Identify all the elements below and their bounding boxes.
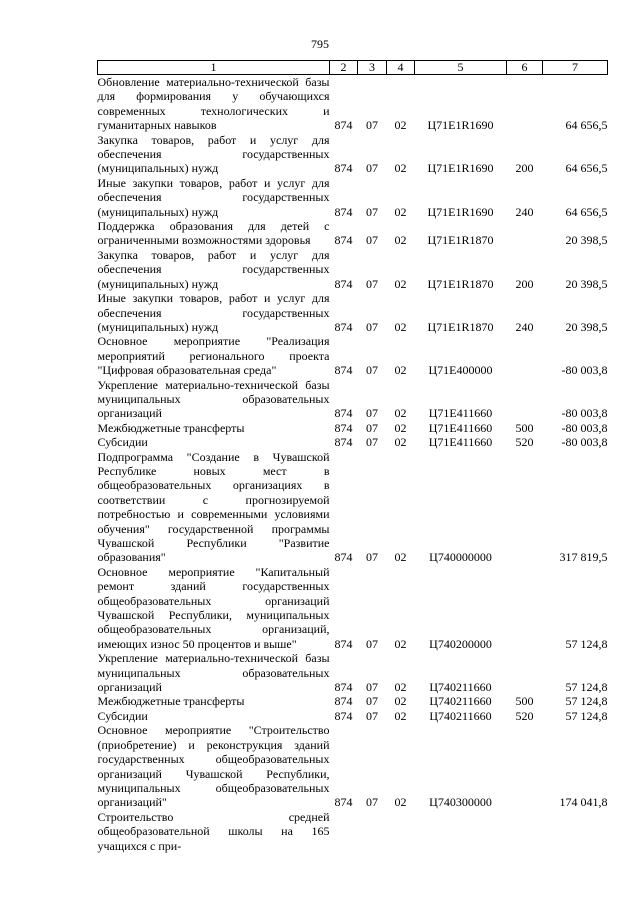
cell-description: Строительство средней общеобразовательной школы на 165 учащихся с при- bbox=[97, 809, 330, 853]
cell-expense-type bbox=[507, 651, 543, 694]
cell-description: Закупка товаров, работ и услуг для обеспечения государственных (муниципальных) нужд bbox=[97, 132, 330, 176]
cell-subsection: 02 bbox=[394, 406, 407, 421]
cell-section: 07 bbox=[366, 118, 378, 133]
cell-target-article: Ц71Е411660 bbox=[428, 435, 493, 450]
cell-ministry-code: 874 bbox=[334, 406, 353, 421]
table-row bbox=[98, 378, 608, 421]
cell-amount: 20 398,5 bbox=[565, 233, 608, 248]
cell-amount: 317 819,5 bbox=[559, 550, 608, 565]
cell-expense-type: 500 bbox=[515, 420, 534, 435]
cell-amount: -80 003,8 bbox=[561, 420, 608, 435]
cell-expense-type bbox=[507, 450, 543, 565]
cell-ministry-code: 874 bbox=[334, 420, 353, 435]
table-row bbox=[98, 133, 608, 176]
cell-description: Субсидии bbox=[97, 435, 148, 450]
cell-ministry-code: 874 bbox=[334, 363, 353, 378]
cell-target-article: Ц71Е1R1870 bbox=[427, 233, 494, 248]
table-row bbox=[98, 248, 608, 291]
cell-expense-type bbox=[507, 219, 543, 248]
table-row bbox=[98, 810, 608, 853]
table-row bbox=[98, 435, 608, 449]
cell-amount: 174 041,8 bbox=[559, 795, 608, 810]
cell-subsection: 02 bbox=[394, 420, 407, 435]
cell-subsection: 02 bbox=[394, 708, 407, 723]
cell-description: Основное мероприятие "Капитальный ремонт зданий государственных общеобразовательных организаций Чувашской Республики, муниципальных общеобразовательных организаций, имеющих износ 50 процентов и выше" bbox=[97, 564, 330, 651]
cell-expense-type: 500 bbox=[515, 694, 534, 709]
cell-target-article: Ц740211660 bbox=[429, 708, 492, 723]
cell-target-article: Ц740300000 bbox=[429, 795, 492, 810]
cell-ministry-code: 874 bbox=[334, 680, 353, 695]
cell-subsection: 02 bbox=[394, 435, 407, 450]
cell-section: 07 bbox=[366, 319, 378, 334]
cell-section bbox=[358, 810, 387, 853]
cell-expense-type bbox=[507, 723, 543, 809]
table-row bbox=[98, 219, 608, 248]
header-col-5: 5 bbox=[415, 61, 507, 75]
table-row bbox=[98, 651, 608, 694]
cell-section: 07 bbox=[366, 435, 378, 450]
cell-description: Поддержка образования для детей с ограниченными возможностями здоровья bbox=[97, 219, 330, 248]
cell-ministry-code: 874 bbox=[334, 319, 353, 334]
cell-amount: 57 124,8 bbox=[565, 680, 608, 695]
cell-target-article: Ц740000000 bbox=[429, 550, 492, 565]
cell-subsection: 02 bbox=[394, 680, 407, 695]
cell-amount: 64 656,5 bbox=[565, 118, 608, 133]
cell-description: Субсидии bbox=[97, 708, 148, 723]
cell-subsection: 02 bbox=[394, 795, 407, 810]
cell-target-article: Ц71Е1R1690 bbox=[427, 161, 494, 176]
cell-expense-type: 240 bbox=[515, 319, 534, 334]
cell-amount: -80 003,8 bbox=[561, 363, 608, 378]
cell-ministry-code: 874 bbox=[334, 233, 353, 248]
cell-subsection bbox=[387, 810, 415, 853]
cell-subsection: 02 bbox=[394, 204, 407, 219]
table-row bbox=[98, 291, 608, 334]
cell-expense-type: 200 bbox=[515, 161, 534, 176]
cell-amount: 20 398,5 bbox=[565, 276, 608, 291]
cell-description: Межбюджетные трансферты bbox=[97, 694, 245, 709]
cell-section: 07 bbox=[366, 204, 378, 219]
cell-section: 07 bbox=[366, 276, 378, 291]
header-col-3: 3 bbox=[358, 61, 387, 75]
cell-ministry-code: 874 bbox=[334, 204, 353, 219]
table-row bbox=[98, 421, 608, 435]
cell-section: 07 bbox=[366, 161, 378, 176]
cell-amount: 64 656,5 bbox=[565, 204, 608, 219]
header-col-6: 6 bbox=[507, 61, 543, 75]
cell-target-article: Ц71Е1R1690 bbox=[427, 118, 494, 133]
cell-expense-type: 520 bbox=[515, 708, 534, 723]
cell-ministry-code: 874 bbox=[334, 708, 353, 723]
budget-table bbox=[97, 60, 608, 853]
table-row bbox=[98, 334, 608, 377]
cell-expense-type bbox=[507, 75, 543, 133]
cell-target-article: Ц740211660 bbox=[429, 694, 492, 709]
cell-expense-type bbox=[507, 810, 543, 853]
cell-section: 07 bbox=[366, 420, 378, 435]
cell-ministry-code: 874 bbox=[334, 795, 353, 810]
header-col-1: 1 bbox=[98, 61, 330, 75]
table-row bbox=[98, 75, 608, 133]
cell-section: 07 bbox=[366, 233, 378, 248]
cell-ministry-code: 874 bbox=[334, 636, 353, 651]
cell-description: Межбюджетные трансферты bbox=[97, 420, 245, 435]
cell-target-article: Ц71Е1R1870 bbox=[427, 276, 494, 291]
cell-target-article: Ц740211660 bbox=[429, 680, 492, 695]
cell-ministry-code: 874 bbox=[334, 694, 353, 709]
cell-description: Закупка товаров, работ и услуг для обеспечения государственных (муниципальных) нужд bbox=[97, 247, 330, 291]
cell-target-article: Ц71Е411660 bbox=[428, 420, 493, 435]
table-row bbox=[98, 176, 608, 219]
cell-subsection: 02 bbox=[394, 118, 407, 133]
cell-section: 07 bbox=[366, 680, 378, 695]
cell-subsection: 02 bbox=[394, 161, 407, 176]
cell-amount: 20 398,5 bbox=[565, 319, 608, 334]
cell-target-article: Ц740200000 bbox=[429, 636, 492, 651]
cell-ministry-code: 874 bbox=[334, 435, 353, 450]
cell-amount: 64 656,5 bbox=[565, 161, 608, 176]
cell-amount: -80 003,8 bbox=[561, 435, 608, 450]
cell-description: Иные закупки товаров, работ и услуг для обеспечения государственных (муниципальных) нужд bbox=[97, 175, 330, 219]
table-row bbox=[98, 709, 608, 723]
cell-subsection: 02 bbox=[394, 694, 407, 709]
cell-amount: 57 124,8 bbox=[565, 708, 608, 723]
table-row bbox=[98, 450, 608, 565]
header-col-7: 7 bbox=[543, 61, 608, 75]
cell-amount: 57 124,8 bbox=[565, 636, 608, 651]
cell-expense-type: 240 bbox=[515, 204, 534, 219]
cell-amount: 57 124,8 bbox=[565, 694, 608, 709]
cell-description: Основное мероприятие "Строительство (приобретение) и реконструкция зданий государственных общеобразовательных организаций Чувашской Республики, муниципальных общеобразовательных организаций" bbox=[97, 723, 330, 810]
cell-subsection: 02 bbox=[394, 636, 407, 651]
cell-description: Укрепление материально-технической базы муниципальных образовательных организаций bbox=[97, 377, 330, 421]
cell-expense-type bbox=[507, 378, 543, 421]
cell-target-article bbox=[415, 810, 507, 853]
cell-description: Укрепление материально-технической базы муниципальных образовательных организаций bbox=[97, 651, 330, 695]
cell-expense-type: 200 bbox=[515, 276, 534, 291]
cell-amount: -80 003,8 bbox=[561, 406, 608, 421]
cell-target-article: Ц71Е1R1690 bbox=[427, 204, 494, 219]
cell-target-article: Ц71Е400000 bbox=[428, 363, 493, 378]
cell-ministry-code: 874 bbox=[334, 550, 353, 565]
cell-expense-type bbox=[507, 334, 543, 377]
cell-expense-type bbox=[507, 565, 543, 651]
cell-ministry-code: 874 bbox=[334, 161, 353, 176]
cell-subsection: 02 bbox=[394, 276, 407, 291]
cell-subsection: 02 bbox=[394, 550, 407, 565]
cell-section: 07 bbox=[366, 550, 378, 565]
cell-expense-type: 520 bbox=[515, 435, 534, 450]
header-col-2: 2 bbox=[330, 61, 358, 75]
cell-subsection: 02 bbox=[394, 233, 407, 248]
cell-description: Обновление материально-технической базы для формирования у обучающихся современных технологических и гуманитарных навыков bbox=[97, 75, 330, 133]
cell-amount bbox=[543, 810, 608, 853]
cell-section: 07 bbox=[366, 636, 378, 651]
cell-description: Подпрограмма "Создание в Чувашской Республике новых мест в общеобразовательных организациях в соответствии с прогнозируемой потребностью и современными условиями обучения" государственной программы Чувашской Республики "Развитие образования" bbox=[97, 449, 330, 565]
header-col-4: 4 bbox=[387, 61, 415, 75]
cell-section: 07 bbox=[366, 406, 378, 421]
cell-target-article: Ц71Е411660 bbox=[428, 406, 493, 421]
cell-subsection: 02 bbox=[394, 319, 407, 334]
cell-ministry-code: 874 bbox=[334, 276, 353, 291]
cell-section: 07 bbox=[366, 795, 378, 810]
cell-target-article: Ц71Е1R1870 bbox=[427, 319, 494, 334]
page-number: 795 bbox=[311, 37, 329, 51]
cell-description: Иные закупки товаров, работ и услуг для обеспечения государственных (муниципальных) нужд bbox=[97, 291, 330, 334]
cell-description: Основное мероприятие "Реализация мероприятий регионального проекта "Цифровая образовательная среда" bbox=[97, 334, 330, 378]
cell-section: 07 bbox=[366, 694, 378, 709]
table-row bbox=[98, 565, 608, 651]
cell-subsection: 02 bbox=[394, 363, 407, 378]
cell-section: 07 bbox=[366, 708, 378, 723]
table-header-row bbox=[98, 61, 608, 75]
table-row bbox=[98, 723, 608, 809]
cell-ministry-code: 874 bbox=[334, 118, 353, 133]
cell-section: 07 bbox=[366, 363, 378, 378]
table-row bbox=[98, 694, 608, 708]
cell-ministry-code bbox=[330, 810, 358, 853]
